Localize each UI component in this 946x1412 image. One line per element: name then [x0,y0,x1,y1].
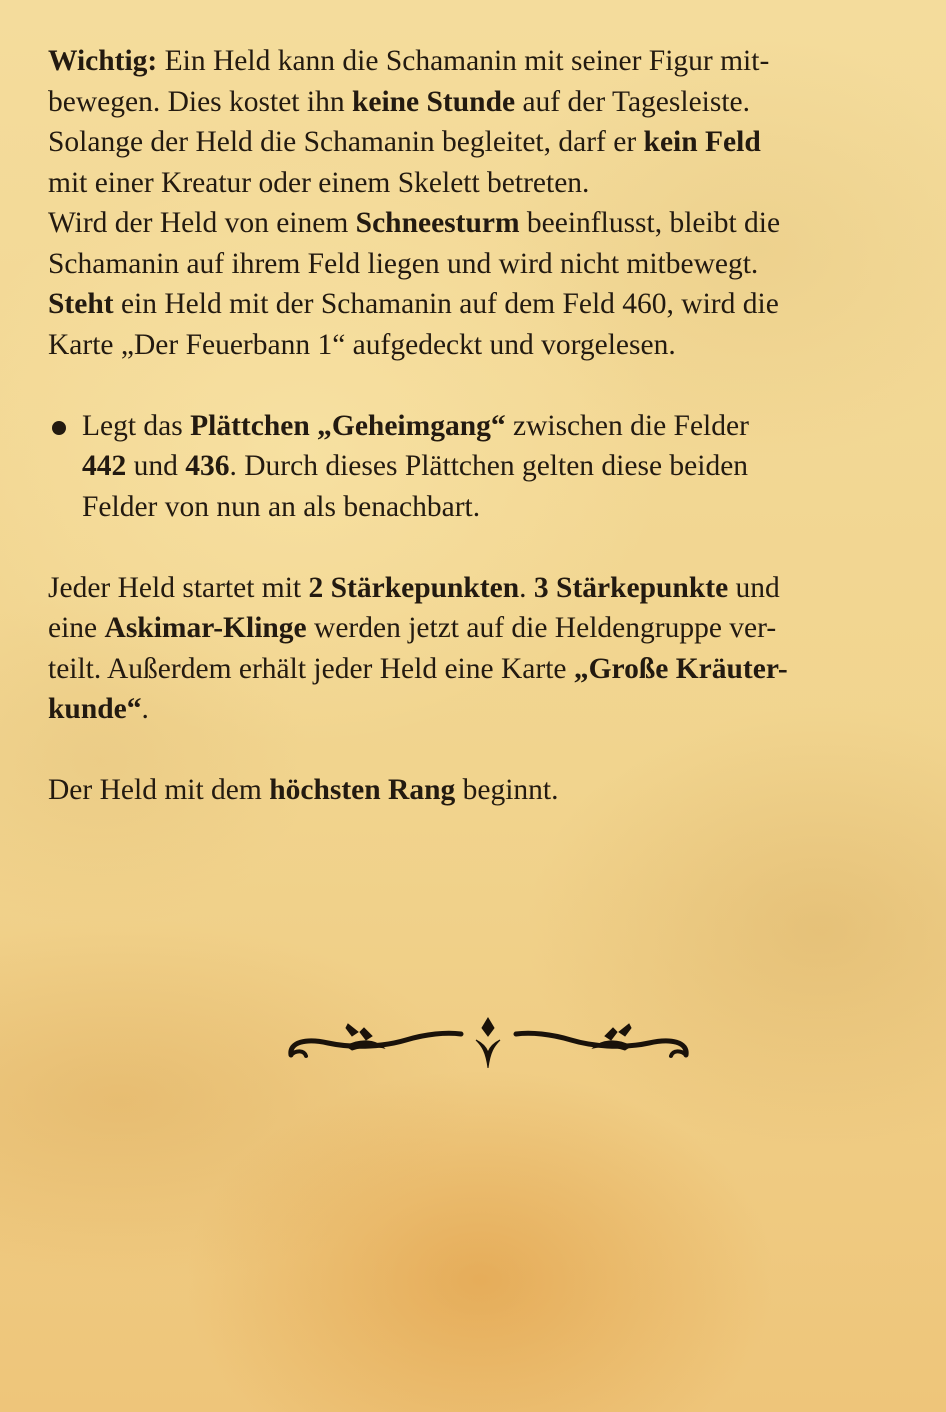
keyword-442: 442 [82,450,127,482]
keyword-grosse-kraeuterkunde: „Große Kräuter- [573,652,788,685]
important-label: Wichtig: [48,45,158,77]
snowstorm-paragraph: Wird der Held von einem Schneesturm beeinflusst, bleibt die Schamanin auf ihrem Feld liegen und wird nicht mitbewegt. [48,207,781,280]
keyword-plaettchen-geheimgang: Plättchen „Geheimgang“ [190,409,506,442]
spacer [48,527,908,568]
keyword-2-staerkepunkten: 2 Stärkepunkten [308,571,520,604]
flourish-divider-icon [286,1010,691,1080]
keyword-steht: Steht [48,288,114,320]
keyword-keine-stunde: keine Stunde [351,85,516,118]
keyword-schneesturm: Schneesturm [355,207,520,239]
field-paragraph: Steht ein Held mit der Schamanin auf dem Feld 460, wird die Karte „Der Feuerbann 1“ aufgedeckt und vorgelesen. [48,288,779,361]
keyword-kein-feld: kein Feld [643,126,761,158]
important-paragraph: Wichtig: Ein Held kann die Schamanin mit seiner Figur mit- bewegen. Dies kostet ihn keine Stunde auf der Tagesleiste. Solange der Held die Schamanin begleitet, darf er kein Feld mit einer Kreatur oder einem Skelett betreten. [48,45,770,199]
keyword-3-staerkepunkte: 3 Stärkepunkte [533,571,729,604]
spacer [48,730,908,771]
rules-text [48,41,908,811]
start-paragraph: Der Held mit dem höchsten Rang beginnt. [48,774,559,806]
spacer [48,365,908,406]
keyword-grosse-kraeuterkunde-cont: kunde“ [48,693,142,725]
bullet-item-geheimgang: Legt das Plättchen „Geheimgang“ zwischen die Felder 442 und 436. Durch dieses Plättchen gelten diese beiden Felder von nun an als benachbart. [48,406,908,528]
strength-paragraph: Jeder Held startet mit 2 Stärkepunkten. 3 Stärkepunkte und eine Askimar-Klinge werden jetzt auf die Heldengruppe ver- teilt. Außerdem erhält jeder Held eine Karte „Große Kräuter- kunde“. [48,571,788,725]
keyword-askimar-klinge: Askimar-Klinge [104,612,307,644]
keyword-hoechsten-rang: höchsten Rang [269,774,456,806]
keyword-436: 436 [185,450,230,482]
bullet-icon [52,421,66,435]
